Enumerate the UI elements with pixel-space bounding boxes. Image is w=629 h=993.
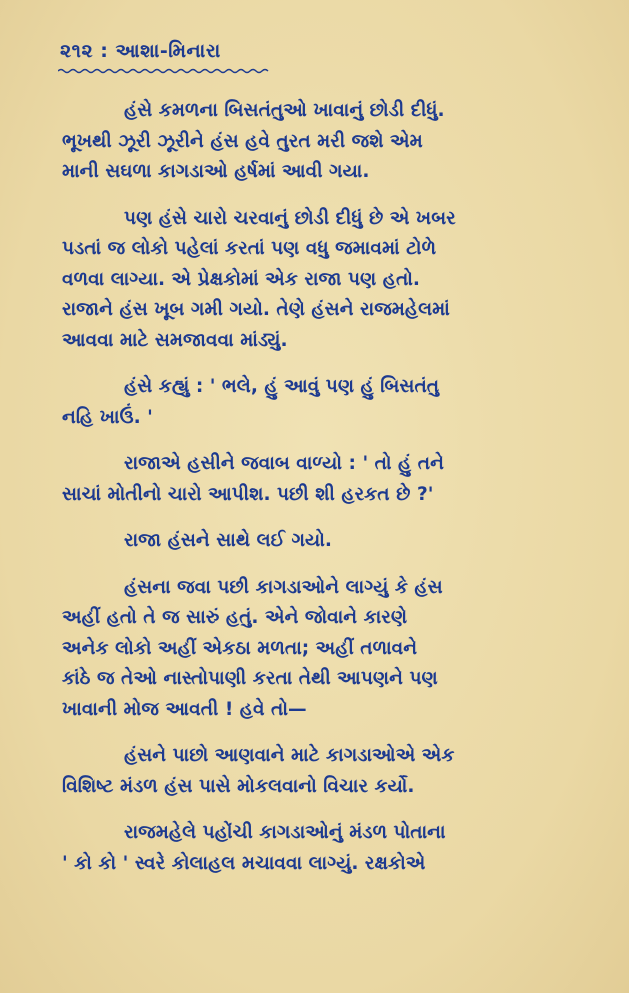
body-text: [62, 96, 577, 879]
paragraph: [62, 573, 577, 726]
paragraph: [62, 449, 577, 510]
text-line: હંસના જવા પછી કાગડાઓને લાગ્યું કે હંસ: [124, 576, 443, 598]
wavy-underline: [58, 68, 270, 74]
paragraph: [62, 526, 577, 557]
text-line: આવવા માટે સમજાવવા માંડ્યું.: [62, 329, 288, 351]
paragraph: [62, 96, 577, 188]
text-line: વળવા લાગ્યા. એ પ્રેક્ષકોમાં એક રાજા પણ હતો.: [62, 268, 420, 290]
text-line: રાજાએ હસીને જવાબ વાળ્યો : ' તો હું તને: [124, 453, 444, 474]
text-line: ભૂખથી ઝૂરી ઝૂરીને હંસ હવે તુરત મરી જશે એમ: [62, 130, 423, 152]
text-line: અનેક લોકો અહીં એકઠા મળતા; અહીં તળાવને: [62, 637, 418, 659]
text-line: હંસને પાછો આણવાને માટે કાગડાઓએ એક: [124, 745, 455, 766]
paragraph: [62, 818, 577, 879]
text-line: માની સઘળા કાગડાઓ હર્ષમાં આવી ગયા.: [62, 161, 370, 182]
text-line: ' કો કો ' સ્વરે કોલાહલ મચાવવા લાગ્યું. રક્ષકોએ: [62, 852, 426, 874]
text-line: વિશિષ્ટ મંડળ હંસ પાસે મોકલવાનો વિચાર કર્યો.: [62, 775, 415, 797]
text-line: કાંઠે જ તેઓ નાસ્તોપાણી કરતા તેથી આપણને પણ: [62, 668, 438, 689]
paragraph: [62, 372, 577, 433]
text-line: પડતાં જ લોકો પહેલાં કરતાં પણ વધુ જમાવમાં ટોળે: [62, 238, 437, 259]
text-line: પણ હંસે ચારો ચરવાનું છોડી દીધું છે એ ખબર: [124, 207, 456, 229]
text-line: હંસે કહ્યું : ' ભલે, હું આવું પણ હું બિસતંતુ: [124, 376, 440, 397]
paragraph: [62, 204, 577, 357]
text-line: રાજમહેલે પહોંચી કાગડાઓનું મંડળ પોતાના: [124, 822, 446, 843]
page-number-and-title: ૨૧૨ : આશા-મિનારા: [60, 40, 221, 62]
text-line: ખાવાની મોજ આવતી ! હવે તો—: [62, 698, 307, 720]
running-head: [62, 40, 577, 74]
text-line: અહીં હતો તે જ સારું હતું. એને જોવાને કારણે: [62, 607, 408, 628]
text-line: હંસે કમળના બિસતંતુઓ ખાવાનું છોડી દીધું.: [124, 100, 445, 121]
text-line: રાજાને હંસ ખૂબ ગમી ગયો. તેણે હંસને રાજમહેલમાં: [62, 299, 450, 320]
text-line: નહિ ખાઉં. ': [62, 406, 153, 428]
text-line: સાચાં મોતીનો ચારો આપીશ. પછી શી હરકત છે ?': [62, 483, 434, 505]
paragraph: [62, 741, 577, 802]
text-line: રાજા હંસને સાથે લઈ ગયો.: [124, 530, 332, 551]
